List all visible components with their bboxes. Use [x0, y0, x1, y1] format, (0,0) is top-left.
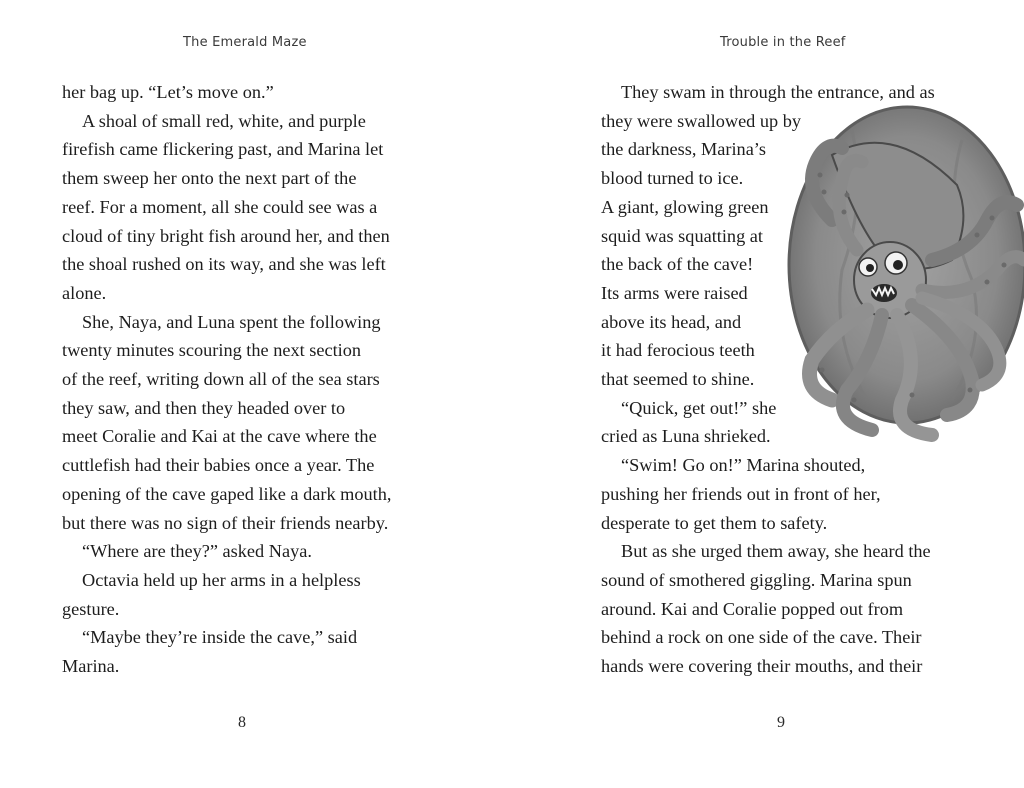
right-page-text-line: cried as Luna shrieked. [601, 426, 771, 447]
left-page-text-line: cloud of tiny bright fish around her, and then [62, 225, 390, 246]
right-page-text-line: that seemed to shine. [601, 369, 755, 389]
left-page-text-line: alone. [62, 282, 107, 303]
right-page-text-line: Its arms were raised [601, 282, 748, 303]
left-page-text-line: meet Coralie and Kai at the cave where the [62, 426, 377, 447]
left-page-text-line: gesture. [62, 598, 120, 619]
left-page-text-line: reef. For a moment, all she could see was a [62, 196, 378, 217]
right-page-text-line: they were swallowed up by [601, 110, 802, 131]
left-page-text-line: A shoal of small red, white, and purple [82, 110, 366, 131]
left-page-text-line: Marina. [62, 656, 120, 676]
left-page-text-line: “Where are they?” asked Naya. [82, 541, 312, 562]
running-header-right: Trouble in the Reef [720, 35, 846, 50]
running-header-left: The Emerald Maze [183, 35, 307, 50]
right-page-text-line: around. Kai and Coralie popped out from [601, 598, 904, 619]
right-page-text-line: But as she urged them away, she heard the [621, 541, 931, 562]
right-page-text-line: They swam in through the entrance, and as [621, 82, 935, 102]
right-page-text-line: sound of smothered giggling. Marina spun [601, 569, 912, 590]
left-page-text-line: her bag up. “Let’s move on.” [62, 82, 274, 102]
squid-icon [772, 100, 1024, 460]
right-page-text-line: blood turned to ice. [601, 168, 744, 189]
left-page-text-line: “Maybe they’re inside the cave,” said [82, 627, 358, 648]
right-page-text-line: the darkness, Marina’s [601, 139, 766, 160]
left-page-text-line: cuttlefish had their babies once a year. The [62, 455, 375, 476]
left-page-text-line: opening of the cave gaped like a dark mouth, [62, 483, 392, 504]
left-page-text-line: them sweep her onto the next part of the [62, 168, 357, 189]
left-page-text-line: they saw, and then they headed over to [62, 397, 346, 418]
squid-illustration [772, 100, 1024, 460]
left-page-text-line: but there was no sign of their friends nearby. [62, 512, 389, 533]
left-page-text-line: She, Naya, and Luna spent the following [82, 311, 381, 332]
page-number-left: 8 [238, 714, 246, 731]
right-page-text-line: pushing her friends out in front of her, [601, 483, 881, 504]
left-page-text-line: Octavia held up her arms in a helpless [82, 569, 361, 590]
left-page-text-line: the shoal rushed on its way, and she was left [62, 254, 386, 275]
right-page-text-line: A giant, glowing green [601, 196, 769, 217]
left-page-text-line: firefish came flickering past, and Marina let [62, 139, 384, 160]
right-page-text-line: behind a rock on one side of the cave. Their [601, 627, 922, 648]
right-page-text-line: “Swim! Go on!” Marina shouted, [621, 455, 866, 476]
right-page-text-line: hands were covering their mouths, and their [601, 656, 923, 676]
right-page-text-line: above its head, and [601, 311, 742, 332]
right-page-text-line: “Quick, get out!” she [621, 397, 777, 418]
left-page-text-line: twenty minutes scouring the next section [62, 340, 362, 361]
right-page-text-line: the back of the cave! [601, 254, 754, 275]
left-page-text-line: of the reef, writing down all of the sea stars [62, 369, 380, 389]
right-page-text-line: squid was squatting at [601, 225, 763, 246]
right-page-text-line: desperate to get them to safety. [601, 512, 828, 533]
page-number-right: 9 [777, 714, 785, 731]
right-page-text-line: it had ferocious teeth [601, 340, 755, 361]
